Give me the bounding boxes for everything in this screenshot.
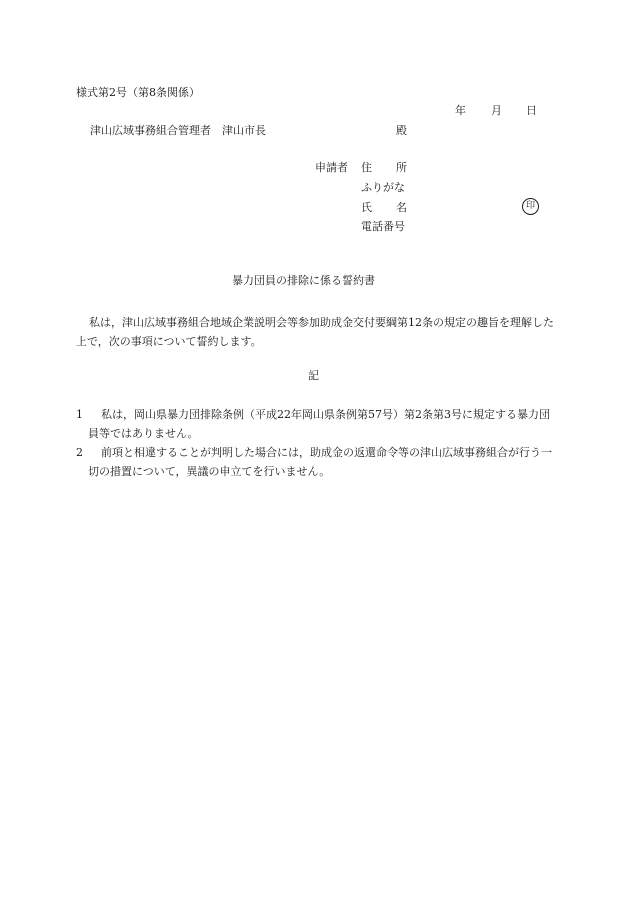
ki-heading: 記 (308, 369, 319, 382)
item-text: 私は，岡山県暴力団排除条例（平成22年岡山県条例第57号）第2条第3号に規定する暴力団員等ではありません。 (88, 408, 550, 440)
pledge-body: 私は，津山広域事務組合地域企業説明会等参加助成金交付要綱第12条の規定の趣旨を理解した上で，次の事項について誓約します。 (76, 316, 554, 348)
form-number: 様式第2号（第8条関係） (76, 86, 200, 99)
addressee (90, 124, 407, 137)
seal-icon: 印 (522, 198, 539, 215)
item-text: 前項と相違することが判明した場合には，助成金の返還命令等の津山広域事務組合が行う一切の措置について，異議の申立てを行いません。 (88, 446, 552, 478)
document-title: 暴力団員の排除に係る誓約書 (232, 274, 375, 287)
date-year-label: 年 (455, 104, 466, 117)
addressee-honorific: 殿 (396, 124, 407, 137)
address-label: 住 所 (361, 161, 407, 174)
date-month-label: 月 (491, 104, 502, 117)
applicant-label: 申請者 (315, 161, 348, 174)
list-item (76, 405, 552, 443)
furigana-label: ふりがな (361, 181, 405, 194)
date-line (455, 104, 537, 117)
name-label: 氏 名 (361, 201, 407, 214)
phone-label: 電話番号 (361, 220, 405, 233)
date-day-label: 日 (526, 104, 537, 117)
addressee-name: 津山広域事務組合管理者 津山市長 (90, 124, 266, 137)
list-item (76, 443, 552, 481)
item-number: 1 (76, 408, 83, 421)
item-number: 2 (76, 446, 83, 459)
